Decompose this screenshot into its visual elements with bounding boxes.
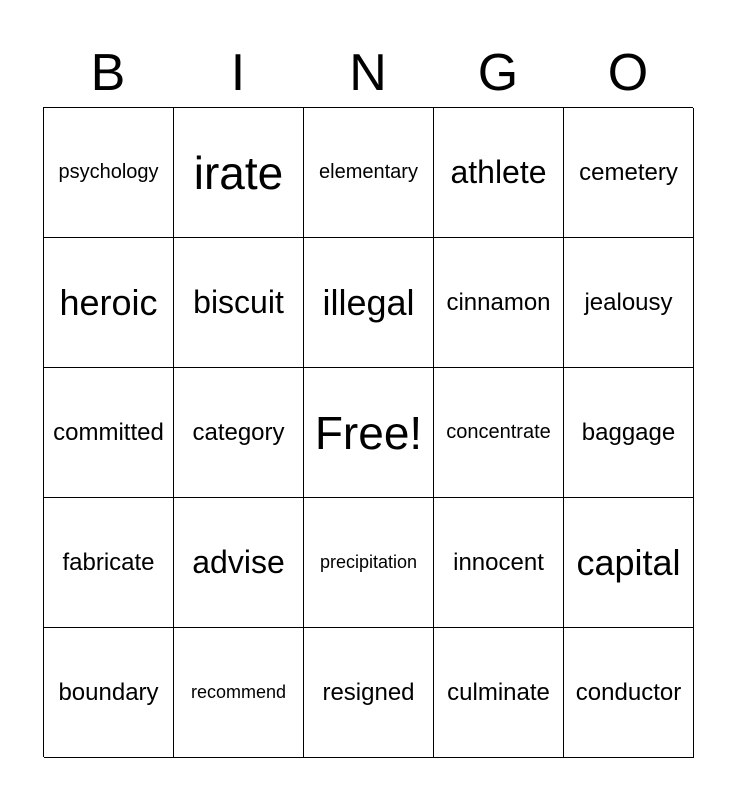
bingo-cell-r4c1[interactable]: fabricate	[44, 498, 174, 628]
bingo-cell-r5c2[interactable]: recommend	[174, 628, 304, 758]
bingo-cell-r1c1[interactable]: psychology	[44, 108, 174, 238]
bingo-header	[43, 40, 693, 106]
bingo-cell-r5c1[interactable]: boundary	[44, 628, 174, 758]
bingo-cell-r3c2[interactable]: category	[174, 368, 304, 498]
bingo-cell-r2c5[interactable]: jealousy	[564, 238, 694, 368]
bingo-cell-r5c4[interactable]: culminate	[434, 628, 564, 758]
bingo-cell-r2c1[interactable]: heroic	[44, 238, 174, 368]
header-letter-o: O	[607, 44, 649, 102]
header-letter-i: I	[230, 44, 246, 102]
bingo-cell-r2c2[interactable]: biscuit	[174, 238, 304, 368]
bingo-cell-r4c4[interactable]: innocent	[434, 498, 564, 628]
bingo-cell-r2c4[interactable]: cinnamon	[434, 238, 564, 368]
bingo-cell-r2c3[interactable]: illegal	[304, 238, 434, 368]
bingo-cell-r4c5[interactable]: capital	[564, 498, 694, 628]
header-letter-g: G	[477, 44, 519, 102]
bingo-cell-r3c5[interactable]: baggage	[564, 368, 694, 498]
bingo-cell-r5c3[interactable]: resigned	[304, 628, 434, 758]
free-space-cell[interactable]: Free!	[304, 368, 434, 498]
bingo-cell-r1c2[interactable]: irate	[174, 108, 304, 238]
header-letter-n: N	[349, 44, 387, 102]
bingo-cell-r4c2[interactable]: advise	[174, 498, 304, 628]
bingo-cell-r1c4[interactable]: athlete	[434, 108, 564, 238]
bingo-cell-r4c3[interactable]: precipitation	[304, 498, 434, 628]
bingo-cell-r3c1[interactable]: committed	[44, 368, 174, 498]
bingo-cell-r1c3[interactable]: elementary	[304, 108, 434, 238]
bingo-cell-r5c5[interactable]: conductor	[564, 628, 694, 758]
bingo-cell-r3c4[interactable]: concentrate	[434, 368, 564, 498]
bingo-cell-r1c5[interactable]: cemetery	[564, 108, 694, 238]
bingo-board	[43, 107, 693, 757]
header-letter-b: B	[90, 44, 126, 102]
